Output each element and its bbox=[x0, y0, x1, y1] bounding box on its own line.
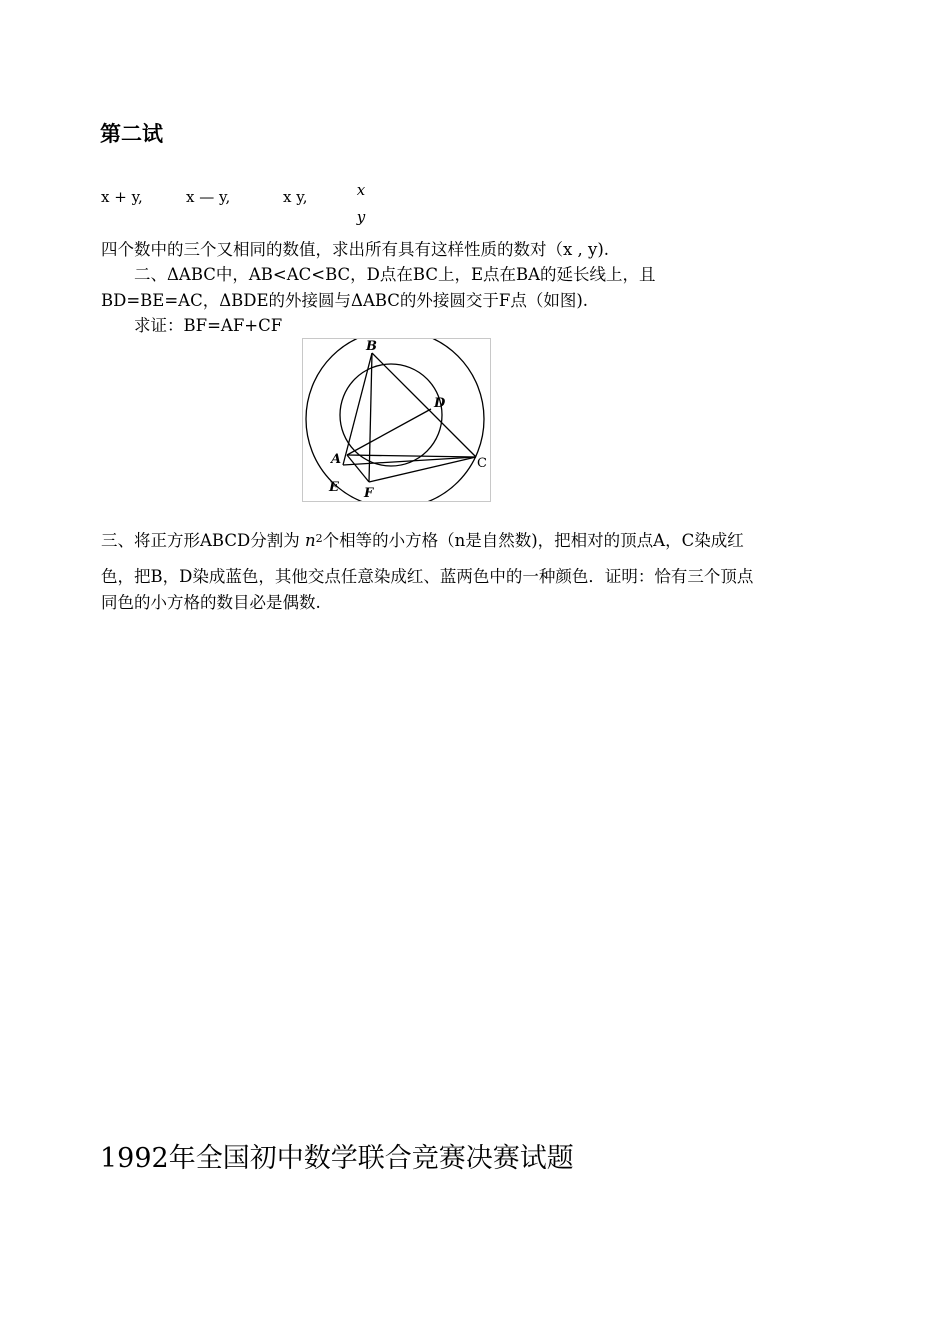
q3-exponent: 2 bbox=[315, 532, 323, 545]
segment-be bbox=[343, 353, 372, 465]
expr-quotient bbox=[352, 177, 370, 231]
q3-line-1-start: 三、将正方形ABCD分割为 bbox=[101, 531, 300, 550]
q2-line-3: 求证：BF=AF+CF bbox=[134, 316, 283, 335]
section-heading: 第二试 bbox=[100, 122, 163, 146]
expr-difference: x — y, bbox=[186, 188, 231, 206]
quotient-numerator: x bbox=[356, 181, 366, 199]
q1-statement: 四个数中的三个又相同的数值，求出所有具有这样性质的数对（x , y). bbox=[101, 240, 610, 259]
q3-line-3: 同色的小方格的数目必是偶数. bbox=[101, 593, 321, 612]
q3-line-1-end: 个相等的小方格（n是自然数)，把相对的顶点A，C染成红 bbox=[322, 531, 744, 550]
q3-n-symbol: n bbox=[304, 531, 316, 550]
segment-bc bbox=[372, 353, 476, 457]
geometry-figure bbox=[302, 338, 491, 502]
label-f: F bbox=[364, 486, 374, 501]
label-b: B bbox=[366, 339, 377, 354]
q3-line-1 bbox=[101, 527, 744, 553]
quotient-denominator: y bbox=[356, 208, 366, 226]
label-e: E bbox=[329, 480, 339, 495]
label-c: C bbox=[477, 456, 487, 471]
label-d: D bbox=[434, 396, 446, 411]
circumcircle-abc bbox=[306, 339, 484, 501]
geometry-diagram bbox=[303, 339, 490, 501]
q3-line-2: 色，把B，D染成蓝色，其他交点任意染成红、蓝两色中的一种颜色．证明：恰有三个顶点 bbox=[101, 567, 754, 586]
segment-ad bbox=[347, 409, 431, 455]
document-title: 1992年全国初中数学联合竞赛决赛试题 bbox=[100, 1143, 574, 1174]
segment-ac bbox=[347, 455, 476, 457]
q2-line-1: 二、ΔABC中，AB<AC<BC，D点在BC上，E点在BA的延长线上，且 bbox=[134, 265, 656, 284]
label-a: A bbox=[331, 452, 342, 467]
expr-product: x y, bbox=[283, 188, 308, 206]
expr-sum: x + y, bbox=[101, 188, 143, 206]
q2-line-2: BD=BE=AC，ΔBDE的外接圆与ΔABC的外接圆交于F点（如图). bbox=[101, 291, 589, 310]
